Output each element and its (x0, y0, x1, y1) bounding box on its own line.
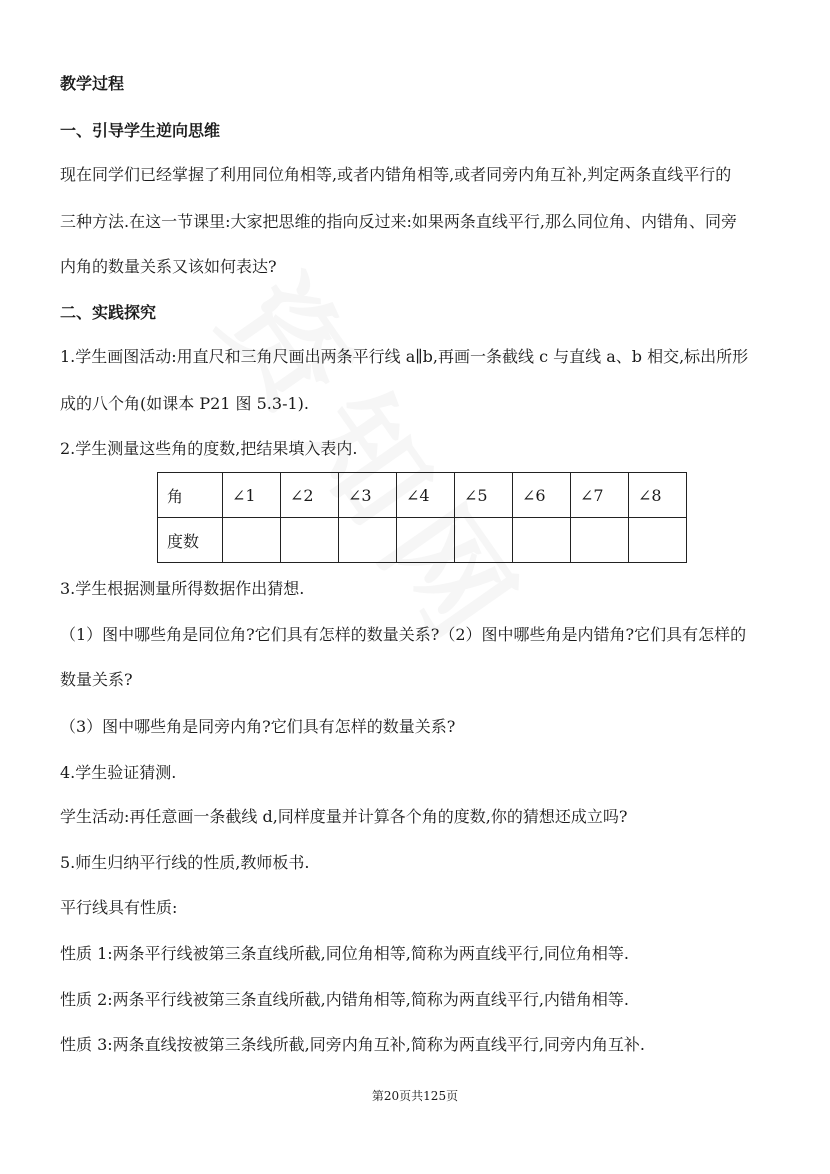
item4: 4.学生验证猜测. (60, 763, 177, 782)
empty-cell (281, 518, 339, 563)
item5: 5.师生归纳平行线的性质,教师板书. (60, 853, 310, 872)
activity: 学生活动:再任意画一条截线 d,同样度量并计算各个角的度数,你的猜想还成立吗? (60, 807, 628, 826)
empty-cell (223, 518, 281, 563)
table-row (158, 518, 687, 563)
property-2: 性质 2:两条平行线被第三条直线所截,内错角相等,简称为两直线平行,内错角相等. (60, 990, 630, 1009)
angle-cell: ∠5 (455, 473, 513, 518)
empty-cell (339, 518, 397, 563)
watermark (189, 240, 571, 683)
section1-line-2: 三种方法.在这一节课里:大家把思维的指向反过来:如果两条直线平行,那么同位角、内错角、同旁 (60, 212, 737, 231)
item3: 3.学生根据测量所得数据作出猜想. (60, 579, 305, 598)
empty-cell (571, 518, 629, 563)
empty-cell (397, 518, 455, 563)
empty-cell (513, 518, 571, 563)
angle-cell: ∠8 (629, 473, 687, 518)
section1-line-3: 内角的数量关系又该如何表达? (60, 257, 277, 276)
page-footer: 第20页共125页 (371, 1089, 459, 1103)
table-header-label: 角 (158, 473, 223, 518)
angle-table (157, 472, 687, 563)
section1-title: 一、引导学生逆向思维 (60, 121, 221, 140)
angle-cell: ∠2 (281, 473, 339, 518)
question-3: （3）图中哪些角是同旁内角?它们具有怎样的数量关系? (60, 717, 456, 736)
property-intro: 平行线具有性质: (60, 898, 178, 917)
property-3: 性质 3:两条直线按被第三条线所截,同旁内角互补,简称为两直线平行,同旁内角互补. (60, 1035, 646, 1054)
item1-line-2: 成的八个角(如课本 P21 图 5.3-1). (60, 394, 309, 413)
angle-cell: ∠3 (339, 473, 397, 518)
property-1: 性质 1:两条平行线被第三条直线所截,同位角相等,简称为两直线平行,同位角相等. (60, 944, 630, 963)
section2-title: 二、实践探究 (60, 303, 157, 322)
angle-cell: ∠1 (223, 473, 281, 518)
angle-cell: ∠4 (397, 473, 455, 518)
item1-line-1: 1.学生画图活动:用直尺和三角尺画出两条平行线 a∥b,再画一条截线 c 与直线 a、b 相交,标出所形 (60, 347, 749, 366)
heading: 教学过程 (60, 74, 125, 93)
table-row-label: 度数 (158, 518, 223, 563)
angle-cell: ∠7 (571, 473, 629, 518)
question-line-2: 数量关系? (60, 670, 133, 689)
section1-line-1: 现在同学们已经掌握了利用同位角相等,或者内错角相等,或者同旁内角互补,判定两条直线平行的 (60, 165, 732, 184)
table-row (158, 473, 687, 518)
empty-cell (455, 518, 513, 563)
question-line-1: （1）图中哪些角是同位角?它们具有怎样的数量关系?（2）图中哪些角是内错角?它们具有怎样的 (60, 625, 747, 644)
item2: 2.学生测量这些角的度数,把结果填入表内. (60, 439, 358, 458)
angle-cell: ∠6 (513, 473, 571, 518)
empty-cell (629, 518, 687, 563)
